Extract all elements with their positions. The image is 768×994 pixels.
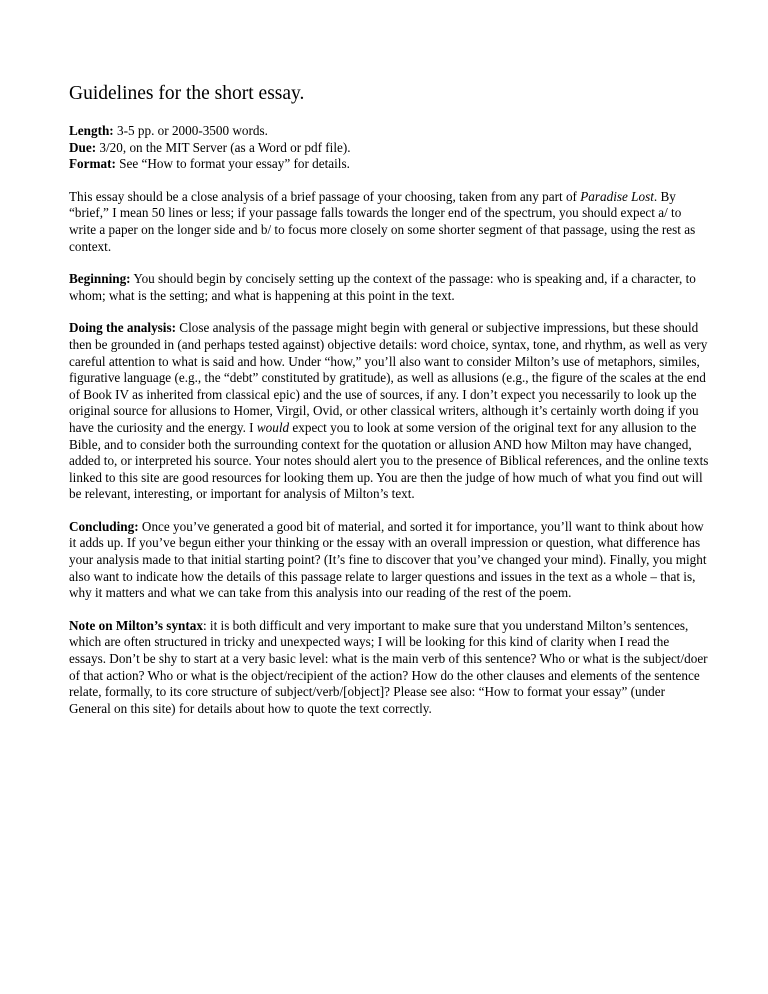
document-page: [69, 82, 709, 733]
length-value: 3-5 pp. or 2000-3500 words.: [113, 123, 268, 138]
format-line: [69, 156, 709, 173]
analysis-label: Doing the analysis:: [69, 320, 176, 336]
concluding-text: Once you’ve generated a good bit of material, and sorted it for importance, you’ll want to think about how it adds up. If you’ve begun either your thinking or the essay with an overall impression or question, what difference has your analysis made to that initial starting point? (It’s fine to discover that you’ve changed your mind). Finally, you might also want to indicate how the details of this passage relate to larger questions and issues in the text as a whole – that is, why it matters and what we can take from this analysis into our reading of the rest of the poem.: [69, 518, 707, 601]
document-title: Guidelines for the short essay.: [69, 83, 305, 104]
intro-text-2: . By “brief,” I mean 50 lines or less; if your passage falls towards the longer end of the spectrum, you should expect a/ to write a paper on the longer side and b/ to focus more closely on some shorter segment of that passage, using the rest as context.: [69, 188, 696, 254]
concluding-label: Concluding:: [69, 518, 139, 534]
assignment-details: [69, 123, 709, 173]
analysis-paragraph: [69, 320, 709, 503]
concluding-paragraph: [69, 519, 709, 602]
syntax-note-paragraph: [69, 618, 709, 718]
beginning-label: Beginning:: [69, 271, 131, 287]
format-label: Format:: [69, 156, 116, 172]
syntax-note-text: : it is both difficult and very important to make sure that you understand Milton’s sentences, which are often structured in tricky and unexpected ways; I will be looking for this kind of clarity when I read the essays. Don’t be shy to start at a very basic level: what is the main verb of this sentence? Who or what is the subject/doer of that action? Who or what is the object/recipient of the action? How do the other clauses and elements of the sentence relate, formally, to its core structure of subject/verb/[object]? Please see also: “How to format your essay” (under General on this site) for details about how to quote the text correctly.: [69, 617, 708, 716]
intro-text-1: This essay should be a close analysis of a brief passage of your choosing, taken from any part of: [69, 188, 581, 204]
format-value: See “How to format your essay” for details.: [115, 156, 350, 172]
length-label: Length:: [69, 123, 114, 138]
analysis-text-1: Close analysis of the passage might begin with general or subjective impressions, but these should then be grounded in (and perhaps tested against) objective details: word choice, syntax, tone, and rhythm, as well as very careful attention to what is said and how. Under “how,” you’ll also want to consider Milton’s use of metaphors, similes, figurative language (e.g., the “debt” constituted by gratitude), as well as allusions (e.g., the figure of the scales at the end of Book IV as inherited from classical epic) and the use of sources, if any. I don’t expect you necessarily to look up the original source for allusions to Homer, Virgil, Ovid, or other classical writers, although it’s certainly worth doing if you have the curiosity and the energy. I: [69, 320, 708, 435]
syntax-note-label: Note on Milton’s syntax: [69, 617, 203, 633]
intro-paragraph: [69, 189, 709, 255]
due-line: [69, 140, 709, 157]
beginning-text: You should begin by concisely setting up the context of the passage: who is speaking and, if a character, to whom; what is the setting; and what is happening at this point in the text.: [69, 271, 696, 303]
work-title: Paradise Lost: [580, 188, 654, 204]
due-value: 3/20, on the MIT Server (as a Word or pdf file).: [96, 139, 351, 155]
analysis-text-2: expect you to look at some version of the original text for any allusion to the Bible, and to consider both the surrounding context for the quotation or allusion AND how Milton may have changed, added to, or interpreted his source. Your notes should alert you to the presence of Biblical references, and the online texts linked to this site are good resources for looking them up. You are then the judge of how much of what you find out will be relevant, interesting, or important for analysis of Milton’s text.: [69, 419, 709, 502]
analysis-emphasis: would: [256, 419, 290, 435]
length-line: [69, 123, 709, 140]
beginning-paragraph: [69, 271, 709, 304]
due-label: Due:: [69, 139, 97, 155]
